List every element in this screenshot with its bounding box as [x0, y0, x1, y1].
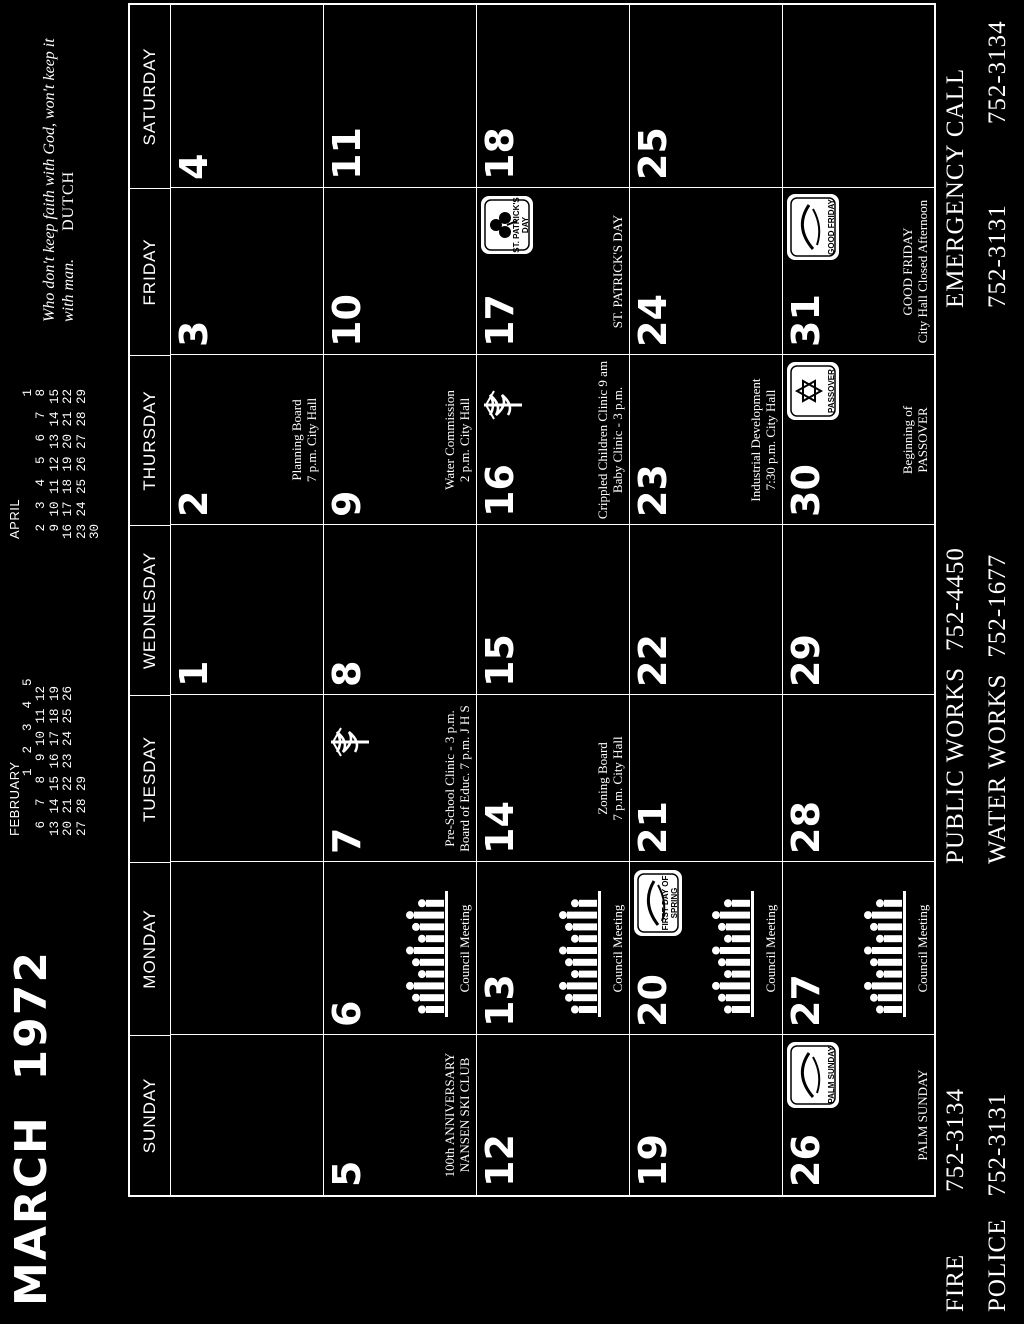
mini-calendar-row: 27 28 29 [74, 775, 89, 836]
mini-calendar-row: 30 [88, 523, 102, 539]
day-cell-16 [476, 355, 629, 525]
day-cell-6 [323, 862, 476, 1035]
day-number: 16 [478, 464, 522, 517]
day-number: 17 [478, 294, 522, 347]
event-text: Crippled Children Clinic 9 am Baby Clinic - 3 p.m. [595, 360, 625, 520]
day-header-monday: MONDAY [130, 862, 170, 1035]
year: 1972 [6, 950, 57, 1081]
day-number: 8 [325, 660, 369, 687]
badge-caption: PASSOVER [827, 369, 836, 413]
day-header-tuesday: TUESDAY [130, 695, 170, 862]
day-number: 9 [325, 490, 369, 517]
ski-jumpers-icon [406, 889, 450, 1019]
ski-jumpers-icon [559, 889, 603, 1019]
day-cell-22 [629, 525, 782, 695]
day-number: 26 [784, 1134, 828, 1187]
day-cell-8 [323, 525, 476, 695]
day-cell-9 [323, 355, 476, 525]
calendar-grid [128, 3, 936, 1197]
day-number: 2 [172, 490, 216, 517]
event-text: Zoning Board 7 p.m. City Hall [595, 736, 625, 821]
day-cell-18 [476, 5, 629, 188]
fire-label: FIRE [942, 1253, 969, 1312]
day-number: 1 [172, 660, 216, 687]
event-text: Water Commission 2 p.m. City Hall [442, 390, 472, 490]
day-number: 20 [631, 974, 675, 1027]
day-cell-4 [170, 5, 323, 188]
event-text: Pre-School Clinic - 3 p.m. Board of Educ. 7 p.m. J H S [442, 705, 472, 852]
water-works-label: WATER WORKS [984, 673, 1011, 864]
badge-caption: PALM SUNDAY [827, 1046, 836, 1104]
day-cell-24 [629, 188, 782, 355]
day-cell-10 [323, 188, 476, 355]
police-line [984, 1093, 1012, 1312]
day-number: 27 [784, 974, 828, 1027]
mini-calendar-title: APRIL [7, 498, 22, 539]
passover-badge-icon [786, 361, 840, 421]
badge-caption: ST. PATRICK'S DAY [512, 197, 530, 253]
day-header-thursday: THURSDAY [130, 355, 170, 525]
palm-sunday-badge-icon [786, 1041, 840, 1109]
day-cell-25 [629, 5, 782, 188]
event-text: 100th ANNIVERSARY NANSEN SKI CLUB [442, 1052, 472, 1178]
ski-jumpers-icon [712, 889, 756, 1019]
emergency-numbers [984, 20, 1012, 308]
day-header-saturday: SATURDAY [140, 47, 159, 146]
day-cell-31 [782, 188, 934, 355]
mini-calendar-february [8, 678, 89, 836]
event-text: Council Meeting [763, 904, 778, 993]
event-text: Council Meeting [457, 904, 472, 993]
day-cell-27 [782, 862, 934, 1035]
event-text: GOOD FRIDAY City Hall Closed Afternoon [900, 199, 930, 344]
mini-calendar-row: 13 14 15 16 17 18 19 [47, 685, 62, 836]
caduceus-icon [327, 724, 371, 758]
day-number: 6 [325, 1000, 369, 1027]
day-cell-30 [782, 355, 934, 525]
police-label: POLICE [984, 1218, 1011, 1312]
event-text: Council Meeting [915, 904, 930, 993]
event-text: Industrial Development 7:30 p.m. City Hall [748, 378, 778, 502]
caduceus-icon [480, 387, 524, 421]
day-number: 28 [784, 801, 828, 854]
day-number: 3 [172, 320, 216, 347]
public-works-number: 752-4450 [942, 547, 969, 651]
emergency-number-2: 752-3134 [984, 20, 1011, 125]
day-number: 30 [784, 464, 828, 517]
good-friday-badge-icon [786, 193, 840, 261]
day-number: 15 [478, 634, 522, 687]
event-text: Beginning of PASSOVER [900, 405, 930, 475]
badge-caption: GOOD FRIDAY [827, 199, 836, 255]
emergency-numbers-footer [936, 0, 1024, 1324]
day-number: 14 [478, 801, 522, 854]
day-number: 10 [325, 294, 369, 347]
day-cell-11 [323, 5, 476, 188]
day-cell-15 [476, 525, 629, 695]
mini-calendar-row: 2 3 4 5 6 7 8 [34, 388, 48, 539]
page-title [6, 950, 57, 1306]
day-number: 25 [631, 127, 675, 180]
day-number: 11 [325, 127, 369, 180]
quote-text: Who don't keep faith with God, won't keep it with man. [41, 38, 77, 322]
mini-calendar-april [8, 389, 103, 539]
day-cell-7 [323, 695, 476, 862]
day-cell-13 [476, 862, 629, 1035]
mini-calendar-row: 1 [20, 388, 35, 539]
day-cell-19 [629, 1035, 782, 1195]
fire-number: 752-3134 [942, 1087, 969, 1192]
day-cell-20 [629, 862, 782, 1035]
public-works-line [942, 547, 970, 864]
day-cell-28 [782, 695, 934, 862]
day-cell-1 [170, 525, 323, 695]
day-cell-23 [629, 355, 782, 525]
day-header-sunday: SUNDAY [130, 1035, 170, 1195]
day-number: 12 [478, 1134, 522, 1187]
first-day-of-spring-icon [633, 869, 683, 937]
day-cell-17 [476, 188, 629, 355]
day-cell-2 [170, 355, 323, 525]
mini-calendar-row: 16 17 18 19 20 21 22 [61, 388, 75, 539]
ski-jumpers-icon [864, 889, 908, 1019]
day-number: 4 [172, 153, 216, 180]
day-number: 29 [784, 634, 828, 687]
mini-calendar-row: 6 7 8 9 10 11 12 [34, 685, 48, 836]
day-cell-14 [476, 695, 629, 862]
day-cell-29 [782, 525, 934, 695]
day-header-wednesday: WEDNESDAY [130, 525, 170, 695]
mini-calendar-row: 1 2 3 4 5 [20, 678, 35, 836]
day-number: 19 [631, 1134, 675, 1187]
water-works-line [984, 554, 1012, 864]
day-number: 18 [478, 127, 522, 180]
day-cell-3 [170, 188, 323, 355]
fire-line [942, 1088, 970, 1312]
quote [40, 22, 78, 322]
day-cell-12 [476, 1035, 629, 1195]
event-text: Planning Board 7 p.m. City Hall [289, 397, 319, 483]
event-text: Council Meeting [610, 904, 625, 993]
day-cell-26 [782, 1035, 934, 1195]
mini-calendar-row: 9 10 11 12 13 14 15 [47, 388, 62, 539]
emergency-call-label: EMERGENCY CALL [942, 67, 969, 308]
quote-author: DUTCH [60, 170, 77, 231]
day-number: 24 [631, 294, 675, 347]
day-number: 5 [325, 1160, 369, 1187]
month-name: MARCH [6, 1115, 57, 1306]
water-works-number: 752-1677 [984, 553, 1011, 658]
mini-calendar-row: 20 21 22 23 24 25 26 [61, 685, 75, 836]
day-number: 22 [631, 634, 675, 687]
day-header-friday: FRIDAY [130, 188, 170, 355]
badge-caption: FIRST DAY OF SPRING [661, 875, 679, 931]
public-works-label: PUBLIC WORKS [942, 667, 969, 864]
st-patricks-badge-icon [480, 195, 534, 255]
police-number: 752-3131 [984, 1092, 1011, 1197]
day-number: 31 [784, 294, 828, 347]
day-number: 7 [325, 827, 369, 854]
day-number: 21 [631, 801, 675, 854]
day-number: 13 [478, 974, 522, 1027]
emergency-number-1: 752-3131 [984, 204, 1011, 308]
event-text: ST. PATRICK'S DAY [610, 214, 625, 329]
mini-calendar-title: FEBRUARY [7, 761, 22, 836]
day-number: 23 [631, 464, 675, 517]
day-cell-5 [323, 1035, 476, 1195]
day-cell-21 [629, 695, 782, 862]
mini-calendar-row: 23 24 25 26 27 28 29 [74, 388, 89, 539]
event-text: PALM SUNDAY [915, 1069, 930, 1161]
